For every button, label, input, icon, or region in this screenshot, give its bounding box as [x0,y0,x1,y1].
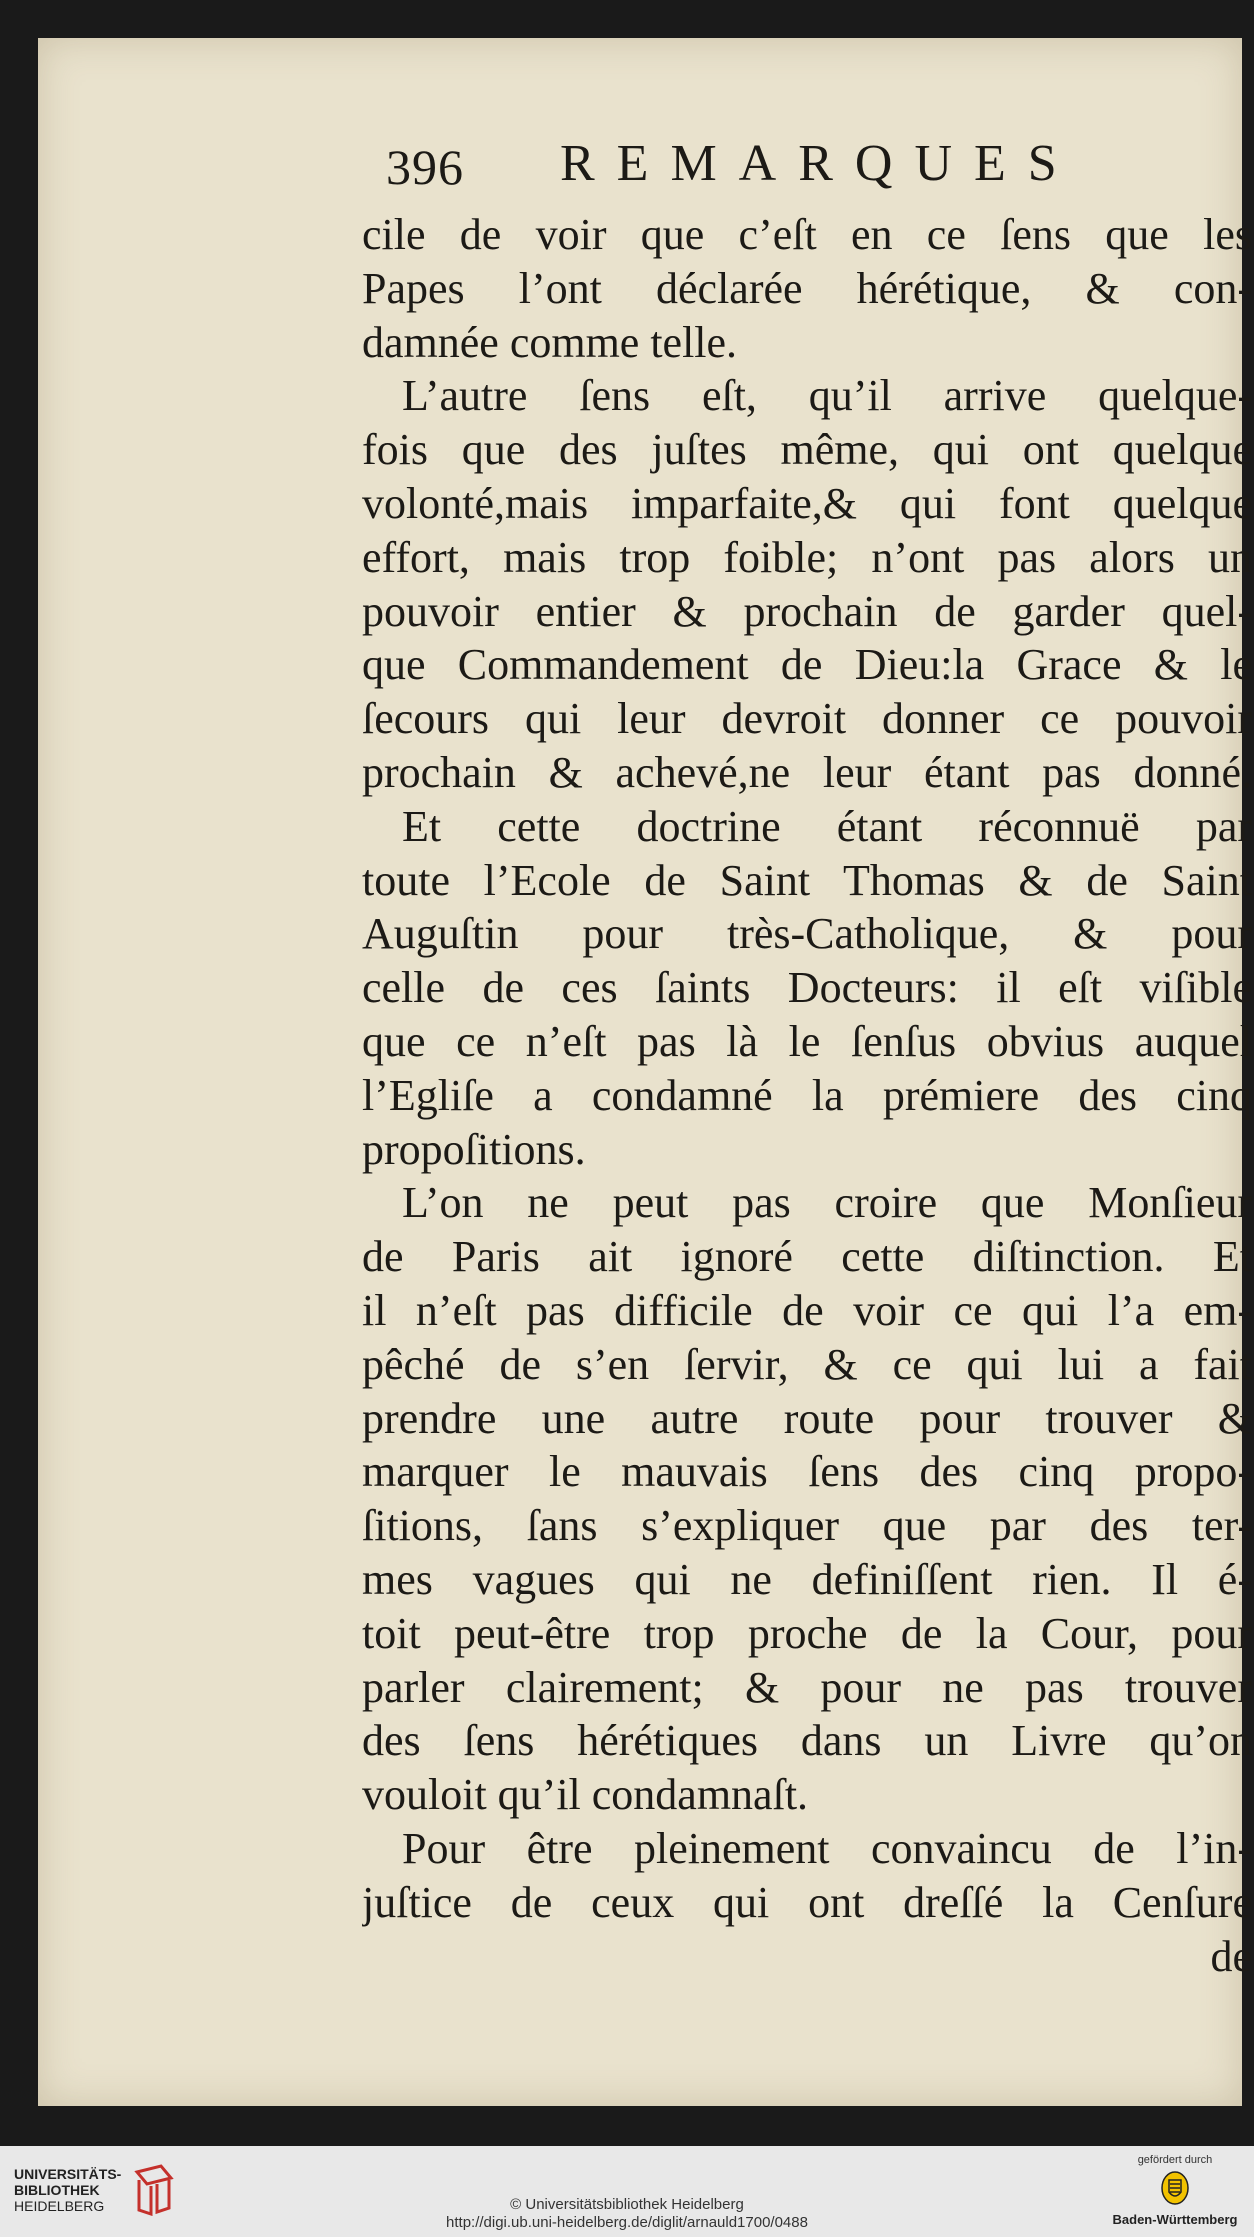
text-line: volonté,mais imparfaite,& qui font quelque [362,478,1252,528]
text-line: ſitions, ſans s’expliquer que par des ter- [362,1501,1252,1551]
text-line: propoſitions. [362,1124,586,1174]
text-line: prochain & achevé,ne leur étant pas donné. [362,747,1252,797]
text-line: juſtice de ceux qui ont dreſſé la Cenſure [362,1877,1252,1927]
text-line: Papes l’ont déclarée hérétique, & con- [362,263,1252,313]
text-line: effort, mais trop foible; n’ont pas alors un [362,532,1252,582]
scanned-page [38,38,1252,2106]
copyright-notice: © Universitätsbibliothek Heidelberg [510,2196,744,2213]
page-header [338,108,1254,198]
catchword: de [1210,1931,1252,1981]
page-number: 396 [386,139,464,195]
page-content [338,108,1254,1981]
text-line: que ce n’eſt pas là le ſenſus obvius auquel [362,1016,1252,1066]
text-line: pouvoir entier & prochain de garder quel- [362,586,1252,636]
body-text [362,208,1252,1983]
text-line: parler clairement; & pour ne pas trouver [362,1662,1252,1712]
text-line: mes vagues qui ne definiſſent rien. Il é- [362,1554,1252,1604]
text-line: Auguſtin pour très-Catholique, & pour [362,909,1252,959]
text-line: cile de voir que c’eſt en ce ſens que les [362,210,1252,259]
running-title: REMARQUES [560,135,1079,192]
permalink-url[interactable]: http://digi.ub.uni-heidelberg.de/diglit/arnauld1700/0488 [446,2214,808,2231]
text-line: des ſens hérétiques dans un Livre qu’on [362,1716,1252,1766]
text-line: ſecours qui leur devroit donner ce pouvoir [362,694,1252,744]
coat-of-arms-icon [1160,2170,1190,2206]
footer-bar [0,2146,1254,2237]
text-line: damnée comme telle. [362,317,738,367]
text-line: celle de ces ſaints Docteurs: il eſt viſible [362,963,1252,1013]
sponsor-label: gefördert durch [1137,2154,1213,2166]
text-line: l’Egliſe a condamné la prémiere des cinq [362,1070,1252,1120]
sponsor-name: Baden-Württemberg [1112,2212,1238,2227]
text-line: Pour être pleinement convaincu de l’in- [402,1823,1252,1873]
text-line: de Paris ait ignoré cette diſtinction. Et [362,1232,1252,1282]
text-line: L’on ne peut pas croire que Monſieur [402,1178,1252,1228]
text-line: il n’eſt pas difficile de voir ce qui l’a em- [362,1285,1252,1335]
text-line: toute l’Ecole de Saint Thomas & de Saint [362,855,1252,905]
text-line: marquer le mauvais ſens des cinq propo- [362,1447,1252,1497]
text-line: toit peut-être trop proche de la Cour, pour [362,1608,1252,1658]
library-name: UNIVERSITÄTS- BIBLIOTHEK HEIDELBERG [14,2166,122,2214]
text-line: vouloit qu’il condamnaſt. [362,1770,809,1820]
text-line: pêché de s’en ſervir, & ce qui lui a fait [362,1339,1252,1389]
text-line: que Commandement de Dieu:la Grace & le [362,640,1252,690]
text-line: fois que des juſtes même, qui ont quelque [362,425,1252,475]
text-line: L’autre ſens eſt, qu’il arrive quelque- [402,371,1252,421]
sponsor-block[interactable] [1110,2154,1240,2227]
text-line: Et cette doctrine étant réconnuë par [402,801,1252,851]
text-line: prendre une autre route pour trouver & [362,1393,1252,1443]
